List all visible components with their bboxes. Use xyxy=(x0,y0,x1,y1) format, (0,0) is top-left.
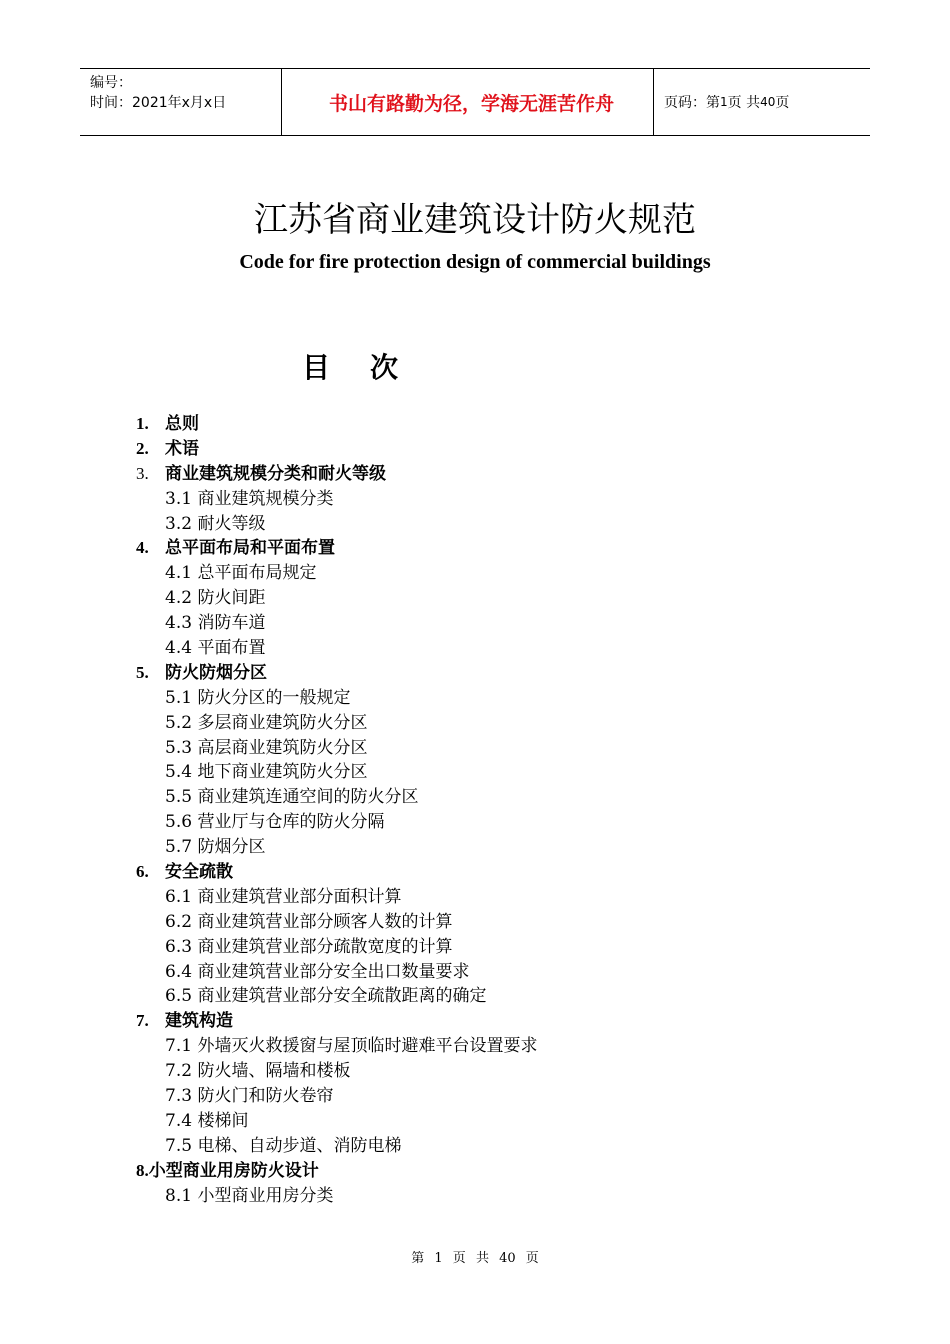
toc-chapter-item[interactable] xyxy=(136,1159,836,1184)
toc-section-item[interactable] xyxy=(136,935,836,960)
toc-section-title: 6.5 商业建筑营业部分安全疏散距离的确定 xyxy=(165,986,487,1007)
footer-suffix: 页 xyxy=(525,1251,539,1266)
toc-section-item[interactable] xyxy=(136,760,836,785)
footer-total: 40 xyxy=(499,1251,516,1266)
toc-section-title: 4.1 总平面布局规定 xyxy=(165,563,317,584)
toc-section-item[interactable] xyxy=(136,1034,836,1059)
footer-mid1: 页 xyxy=(452,1251,466,1266)
toc-section-title: 5.4 地下商业建筑防火分区 xyxy=(165,762,368,783)
toc-chapter-number: 5. xyxy=(136,662,149,682)
toc-chapter-number: 3. xyxy=(136,463,149,483)
toc-section-title: 5.6 营业厅与仓库的防火分隔 xyxy=(165,812,385,833)
toc-section-title: 7.5 电梯、自动步道、消防电梯 xyxy=(165,1135,402,1156)
toc-section-item[interactable] xyxy=(136,785,836,810)
toc-chapter-item[interactable] xyxy=(136,536,836,561)
toc-section-title: 5.1 防火分区的一般规定 xyxy=(165,687,351,708)
toc-chapter-title: 防火防烟分区 xyxy=(165,662,267,683)
toc-section-item[interactable] xyxy=(136,487,836,512)
toc-section-title: 8.1 小型商业用房分类 xyxy=(165,1185,334,1206)
toc-chapter-number: 1. xyxy=(136,414,149,433)
toc-chapter-number: 4. xyxy=(136,538,149,558)
page-current: 1 xyxy=(720,95,728,109)
toc-section-item[interactable] xyxy=(136,561,836,586)
page-mid: 页 共 xyxy=(727,95,761,111)
toc-section-item[interactable] xyxy=(136,736,836,761)
toc-section-item[interactable] xyxy=(136,1109,836,1134)
toc-section-item[interactable] xyxy=(136,960,836,985)
toc-heading-char-2: 次 xyxy=(370,351,399,384)
toc-section-title: 7.4 楼梯间 xyxy=(165,1110,249,1131)
toc-chapter-number: 6. xyxy=(136,862,149,882)
toc-chapter-item[interactable] xyxy=(136,1009,836,1034)
document-number-label: 编号： xyxy=(90,75,132,91)
table-of-contents xyxy=(136,412,836,1209)
document-title-english: Code for fire protection design of commercial buildings xyxy=(239,251,711,273)
toc-chapter-item[interactable] xyxy=(136,462,836,487)
toc-section-item[interactable] xyxy=(136,512,836,537)
toc-chapter-number: 7. xyxy=(136,1011,149,1031)
toc-section-title: 6.2 商业建筑营业部分顾客人数的计算 xyxy=(165,911,453,932)
toc-section-item[interactable] xyxy=(136,885,836,910)
toc-chapter-title: 商业建筑规模分类和耐火等级 xyxy=(165,463,386,484)
toc-section-item[interactable] xyxy=(136,1184,836,1209)
toc-section-title: 5.7 防烟分区 xyxy=(165,837,266,858)
header-page-cell xyxy=(654,69,870,135)
footer-prefix: 第 xyxy=(411,1251,425,1266)
footer-mid2: 共 xyxy=(475,1251,489,1266)
toc-chapter-title: 总则 xyxy=(165,414,199,434)
toc-section-item[interactable] xyxy=(136,1059,836,1084)
page-prefix: 页码：第 xyxy=(664,95,720,111)
toc-section-title: 6.1 商业建筑营业部分面积计算 xyxy=(165,886,402,907)
page-header xyxy=(80,68,870,136)
toc-section-item[interactable] xyxy=(136,636,836,661)
toc-section-item[interactable] xyxy=(136,810,836,835)
toc-section-item[interactable] xyxy=(136,1084,836,1109)
toc-section-item[interactable] xyxy=(136,686,836,711)
toc-section-item[interactable] xyxy=(136,1134,836,1159)
toc-section-title: 7.3 防火门和防火卷帘 xyxy=(165,1086,334,1107)
toc-section-item[interactable] xyxy=(136,586,836,611)
page-footer xyxy=(0,1247,950,1266)
document-date: 时间：2021年x月x日 xyxy=(90,95,227,111)
toc-section-item[interactable] xyxy=(136,835,836,860)
header-motto-cell xyxy=(282,69,654,135)
toc-chapter-item[interactable] xyxy=(136,412,836,437)
toc-section-item[interactable] xyxy=(136,611,836,636)
toc-section-title: 4.2 防火间距 xyxy=(165,588,266,609)
header-info-cell xyxy=(80,69,282,135)
toc-section-item[interactable] xyxy=(136,910,836,935)
toc-chapter-item[interactable] xyxy=(136,661,836,686)
toc-section-title: 7.2 防火墙、隔墙和楼板 xyxy=(165,1061,351,1082)
toc-section-title: 6.3 商业建筑营业部分疏散宽度的计算 xyxy=(165,936,453,957)
page-suffix: 页 xyxy=(775,95,790,111)
toc-section-title: 3.1 商业建筑规模分类 xyxy=(165,488,334,509)
page-total: 40 xyxy=(760,95,776,109)
toc-chapter-title: 小型商业用房防火设计 xyxy=(148,1160,319,1181)
toc-section-title: 4.3 消防车道 xyxy=(165,613,266,634)
toc-chapter-title: 术语 xyxy=(165,438,199,459)
toc-heading xyxy=(302,346,398,386)
toc-chapter-title: 总平面布局和平面布置 xyxy=(165,538,335,559)
toc-section-item[interactable] xyxy=(136,711,836,736)
toc-chapter-title: 建筑构造 xyxy=(165,1011,233,1032)
toc-section-title: 6.4 商业建筑营业部分安全出口数量要求 xyxy=(165,961,470,982)
toc-chapter-title: 安全疏散 xyxy=(165,862,233,883)
toc-chapter-item[interactable] xyxy=(136,437,836,462)
footer-current: 1 xyxy=(434,1251,443,1266)
toc-section-title: 3.2 耐火等级 xyxy=(165,513,266,534)
toc-section-title: 7.1 外墙灭火救援窗与屋顶临时避难平台设置要求 xyxy=(165,1036,538,1057)
document-title: 江苏省商业建筑设计防火规范 xyxy=(254,200,696,240)
toc-chapter-number: 8. xyxy=(136,1160,149,1180)
toc-section-item[interactable] xyxy=(136,984,836,1009)
toc-heading-char-1: 目 xyxy=(302,351,331,384)
toc-chapter-item[interactable] xyxy=(136,860,836,885)
header-motto: 书山有路勤为径，学海无涯苦作舟 xyxy=(328,92,614,115)
toc-section-title: 5.2 多层商业建筑防火分区 xyxy=(165,712,368,733)
toc-section-title: 5.5 商业建筑连通空间的防火分区 xyxy=(165,787,419,808)
toc-section-title: 5.3 高层商业建筑防火分区 xyxy=(165,737,368,758)
toc-section-title: 4.4 平面布置 xyxy=(165,638,266,659)
toc-chapter-number: 2. xyxy=(136,438,149,458)
